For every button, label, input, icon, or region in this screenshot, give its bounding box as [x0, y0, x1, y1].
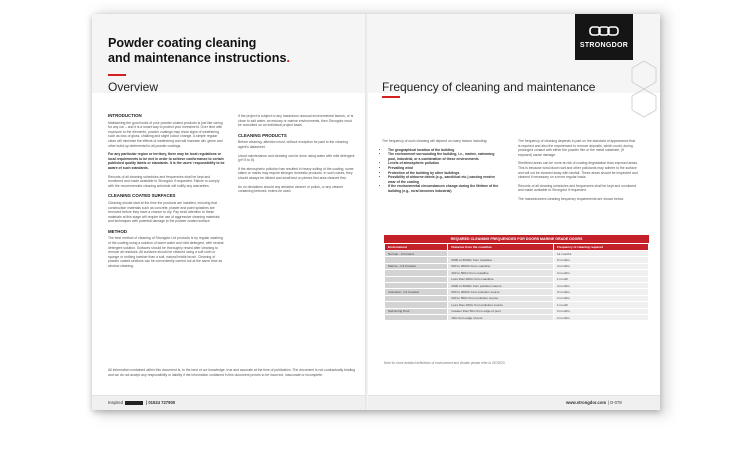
table-cell-dist: 500 to 2000m from pollution source	[448, 289, 554, 295]
footer-page: | D-078	[608, 400, 622, 405]
footer-label: Inspired	[108, 400, 123, 405]
table-cell-freq: 4 months	[553, 282, 648, 288]
left-footer	[92, 395, 366, 410]
table-cell-freq: 2 months	[553, 295, 648, 301]
intro-heading: INTRODUCTION	[108, 113, 142, 118]
frequency-paragraph-1: The frequency of cleaning depends in part on the standard of appearance that is required and also the requirement to remove deposits, which could, during prolonged contact with either the powder film or the metal substrate, (if exposed) cause damage.	[518, 139, 636, 157]
title-dot: .	[286, 51, 290, 65]
products-paragraph-1: Before cleaning, attention must, without exception be paid to the cleaning agent's datasheet.	[238, 140, 348, 149]
table-cell-dist: Greater than 50m from edge of pool	[448, 308, 554, 314]
table-cell-freq: 6 months	[553, 257, 648, 263]
left-column-2	[238, 114, 356, 198]
frequency-paragraph-2: Sheltered areas can be more at risk of coating degradation than exposed areas. This is because wind-blown salt and other pollutants may adhere to the surface and will not be cleaned away with rainfall. These areas should be inspected and cleaned if necessary on a more regular basis.	[518, 161, 638, 180]
table-cell-freq: 3 months	[553, 289, 648, 295]
method-heading: METHOD	[108, 228, 128, 234]
table-title: REQUIRED CLEANING FREQUENCIES FOR DOORS MARINE GRADE DOORS	[384, 235, 649, 243]
method-paragraph: The best method of cleaning of Strongdor Ltd products is by regular washing of the coating using a solution of warm water and mild detergent, with neutral detergent solution. Surfaces should be thoroughly rinsed after cleaning to remove all residues. All surfaces should be cleaned using a soft cloth or sponge or nothing harsher than a soft, natural bristle brush. Cleaning of powder coated sections can be conveniently carried out at the same time as window cleaning.	[108, 236, 224, 269]
factor-item: • Levels of atmospheric pollution	[388, 161, 500, 166]
table-cell-dist: 2000 to 5000m from pollution source	[448, 282, 554, 288]
disclaimer	[108, 368, 358, 381]
table-note: Note for more detailed definitions of environment and climate please refer to ISO9223	[384, 361, 505, 365]
factor-item: • Possibility of airborne debris (e.g., sand/dust etc.) causing erosive wear of the coating	[388, 175, 500, 184]
products-paragraph-4: As no deviations should any abrasive cleaner or polish, or any cleaner containing ketones, esters be used.	[238, 184, 344, 194]
frequency-heading: Frequency of cleaning and maintenance	[382, 80, 596, 94]
cleaning-frequency-table	[384, 235, 649, 321]
frequency-table	[384, 243, 649, 321]
cleaning-paragraph: Cleaning should start at the time the products are installed, ensuring that construction materials such as concrete, plaster and paint splashes are removed before they have a chance to dry. Pay strict attention to these materials at this stage will require the use of aggressive cleaning materials and techniques with potential damage to the powder coated surface.	[108, 200, 220, 224]
disclaimer-text: All information contained within this document is, to the best of our knowledge, true and accurate at the time of publication. The document is not contractually binding and we do not accept any responsibility or liability if the information contained in this document proves to be incorrect, inaccurate or incomplete.	[108, 368, 356, 377]
footer-logo-mark	[125, 401, 143, 405]
products-paragraph-2: Usual maintenance and cleaning can be done using water with mild detergent (pH 5 to 8).	[238, 153, 355, 163]
table-cell-freq: 3 months	[553, 270, 648, 276]
intro-paragraph-1: Maintaining the good looks of your powder coated products is just like caring for any car – and it is a smart way to protect your investment. Over time with exposure to the elements, powder coatings may show signs of weathering such as loss of gloss, chalking and slight colour change. A simple regular clean will minimise the effects of weathering and will increase dirt, grime and other build-up detrimental to all powder coatings.	[108, 120, 223, 148]
table-row	[385, 314, 649, 320]
table-cell-env: Industrial - C4 Coastal	[385, 289, 448, 295]
table-cell-dist: 200 to 500m from pollution source	[448, 295, 554, 301]
table-cell-freq: 12 months	[553, 251, 648, 257]
right-column-2	[518, 139, 638, 206]
table-cell-env: Marine - C4 Coastal	[385, 263, 448, 269]
products-paragraph-3: If the atmospheric pollution has resulted in heavy soiling of the coating, some stains or marks may require stronger domestic products. In such cases, they should always be diluted and small test on pieces first area cleaned first.	[238, 166, 354, 180]
frequency-paragraph-4: The manufacturers cleaning frequency requirements are shown below:	[518, 196, 624, 201]
table-cell-dist: Less than 200m from coastline	[448, 276, 554, 282]
chain-link-icon	[589, 24, 619, 38]
title-accent-line	[108, 74, 126, 76]
table-cell-env: Normal - C3 Inland	[385, 251, 448, 257]
left-page	[92, 14, 366, 410]
overview-heading: Overview	[108, 80, 159, 94]
header-distance: Distance from the coastline	[448, 244, 554, 251]
title-line-2: and maintenance instructions	[108, 51, 287, 65]
factor-item: • Prevailing wind	[388, 166, 500, 171]
intro-paragraph-3: Records of all cleaning schedules and frequencies shall be kept and monitored and made available to Strongdor if requested. Failure to comply with the recommended cleaning schedule will nullify any warranties.	[108, 174, 220, 188]
left-column-1	[108, 114, 226, 273]
factors-intro: The frequency of such cleaning will depend on many factors including:	[382, 139, 488, 143]
right-page	[368, 14, 660, 410]
title-line-1: Powder coating cleaning	[108, 36, 257, 50]
table-cell-freq: 3 months	[553, 308, 648, 314]
factors-list	[382, 148, 500, 194]
table-cell-dist: 200 to 500m from coastline	[448, 270, 554, 276]
frequency-paragraph-3: Records of all cleaning schedules and frequencies shall be kept and monitored and made available to Strongdor if requested.	[518, 183, 637, 193]
document-title	[108, 36, 358, 66]
table-cell-freq: 1 month	[553, 302, 648, 308]
table-cell-dist: 500 to 2000m from coastline	[448, 263, 554, 269]
table-cell-freq: 1 month	[553, 276, 648, 282]
hexagon-pattern-icon	[630, 59, 658, 119]
factor-item: • Protection of the building by other buildings	[388, 171, 500, 176]
factor-item: • The geographical location of the building	[388, 148, 500, 153]
footer-url: www.strongdor.com	[566, 400, 607, 405]
factor-item: • The environment surrounding the building, i.e., marine, swimming pool, industrial, or a combination of these environments	[388, 152, 500, 161]
right-column-1	[382, 139, 500, 198]
logo-text: STRONGDOR	[579, 42, 629, 49]
products-heading: CLEANING PRODUCTS	[238, 132, 287, 138]
intro-paragraph-2: For any particular region or territory, there may be local regulations or local requirements to be met in order to achieve conformance to certain published quality labels or standards. It is the users' responsibility to be aware of such standards.	[108, 152, 225, 170]
document-spread	[92, 14, 660, 410]
frequency-accent-line	[382, 96, 400, 98]
table-header-row	[385, 244, 649, 251]
table-cell-freq: 4 months	[553, 263, 648, 269]
header-environment: Environment	[385, 244, 448, 251]
table-cell-dist: 2000 to 5000m from coastline	[448, 257, 554, 263]
table-cell-env: Swimming Pool	[385, 308, 448, 314]
factor-item: • If the environmental circumstances change during the lifetime of the building (e.g., rural becomes industrial)	[388, 184, 500, 193]
cleaning-heading: CLEANING COATED SURFACES	[108, 193, 176, 199]
right-footer	[368, 395, 660, 410]
table-cell-dist: 10m from edge of pool	[448, 314, 554, 320]
environment-paragraph: If the project is subject to any hazardous unusual environmental factors, or is close to salt water, an estuary or marine environments, then Strongdor must be consulted on an individual project basis.	[238, 114, 354, 128]
table-cell-dist: Less than 200m from pollution source	[448, 302, 554, 308]
header-frequency: Frequency of cleaning required	[553, 244, 648, 251]
table-cell-freq: 2 months	[553, 314, 648, 320]
footer-phone: | 01524 727900	[146, 400, 176, 405]
strongdor-logo	[575, 14, 633, 60]
table-cell-env	[385, 314, 448, 320]
